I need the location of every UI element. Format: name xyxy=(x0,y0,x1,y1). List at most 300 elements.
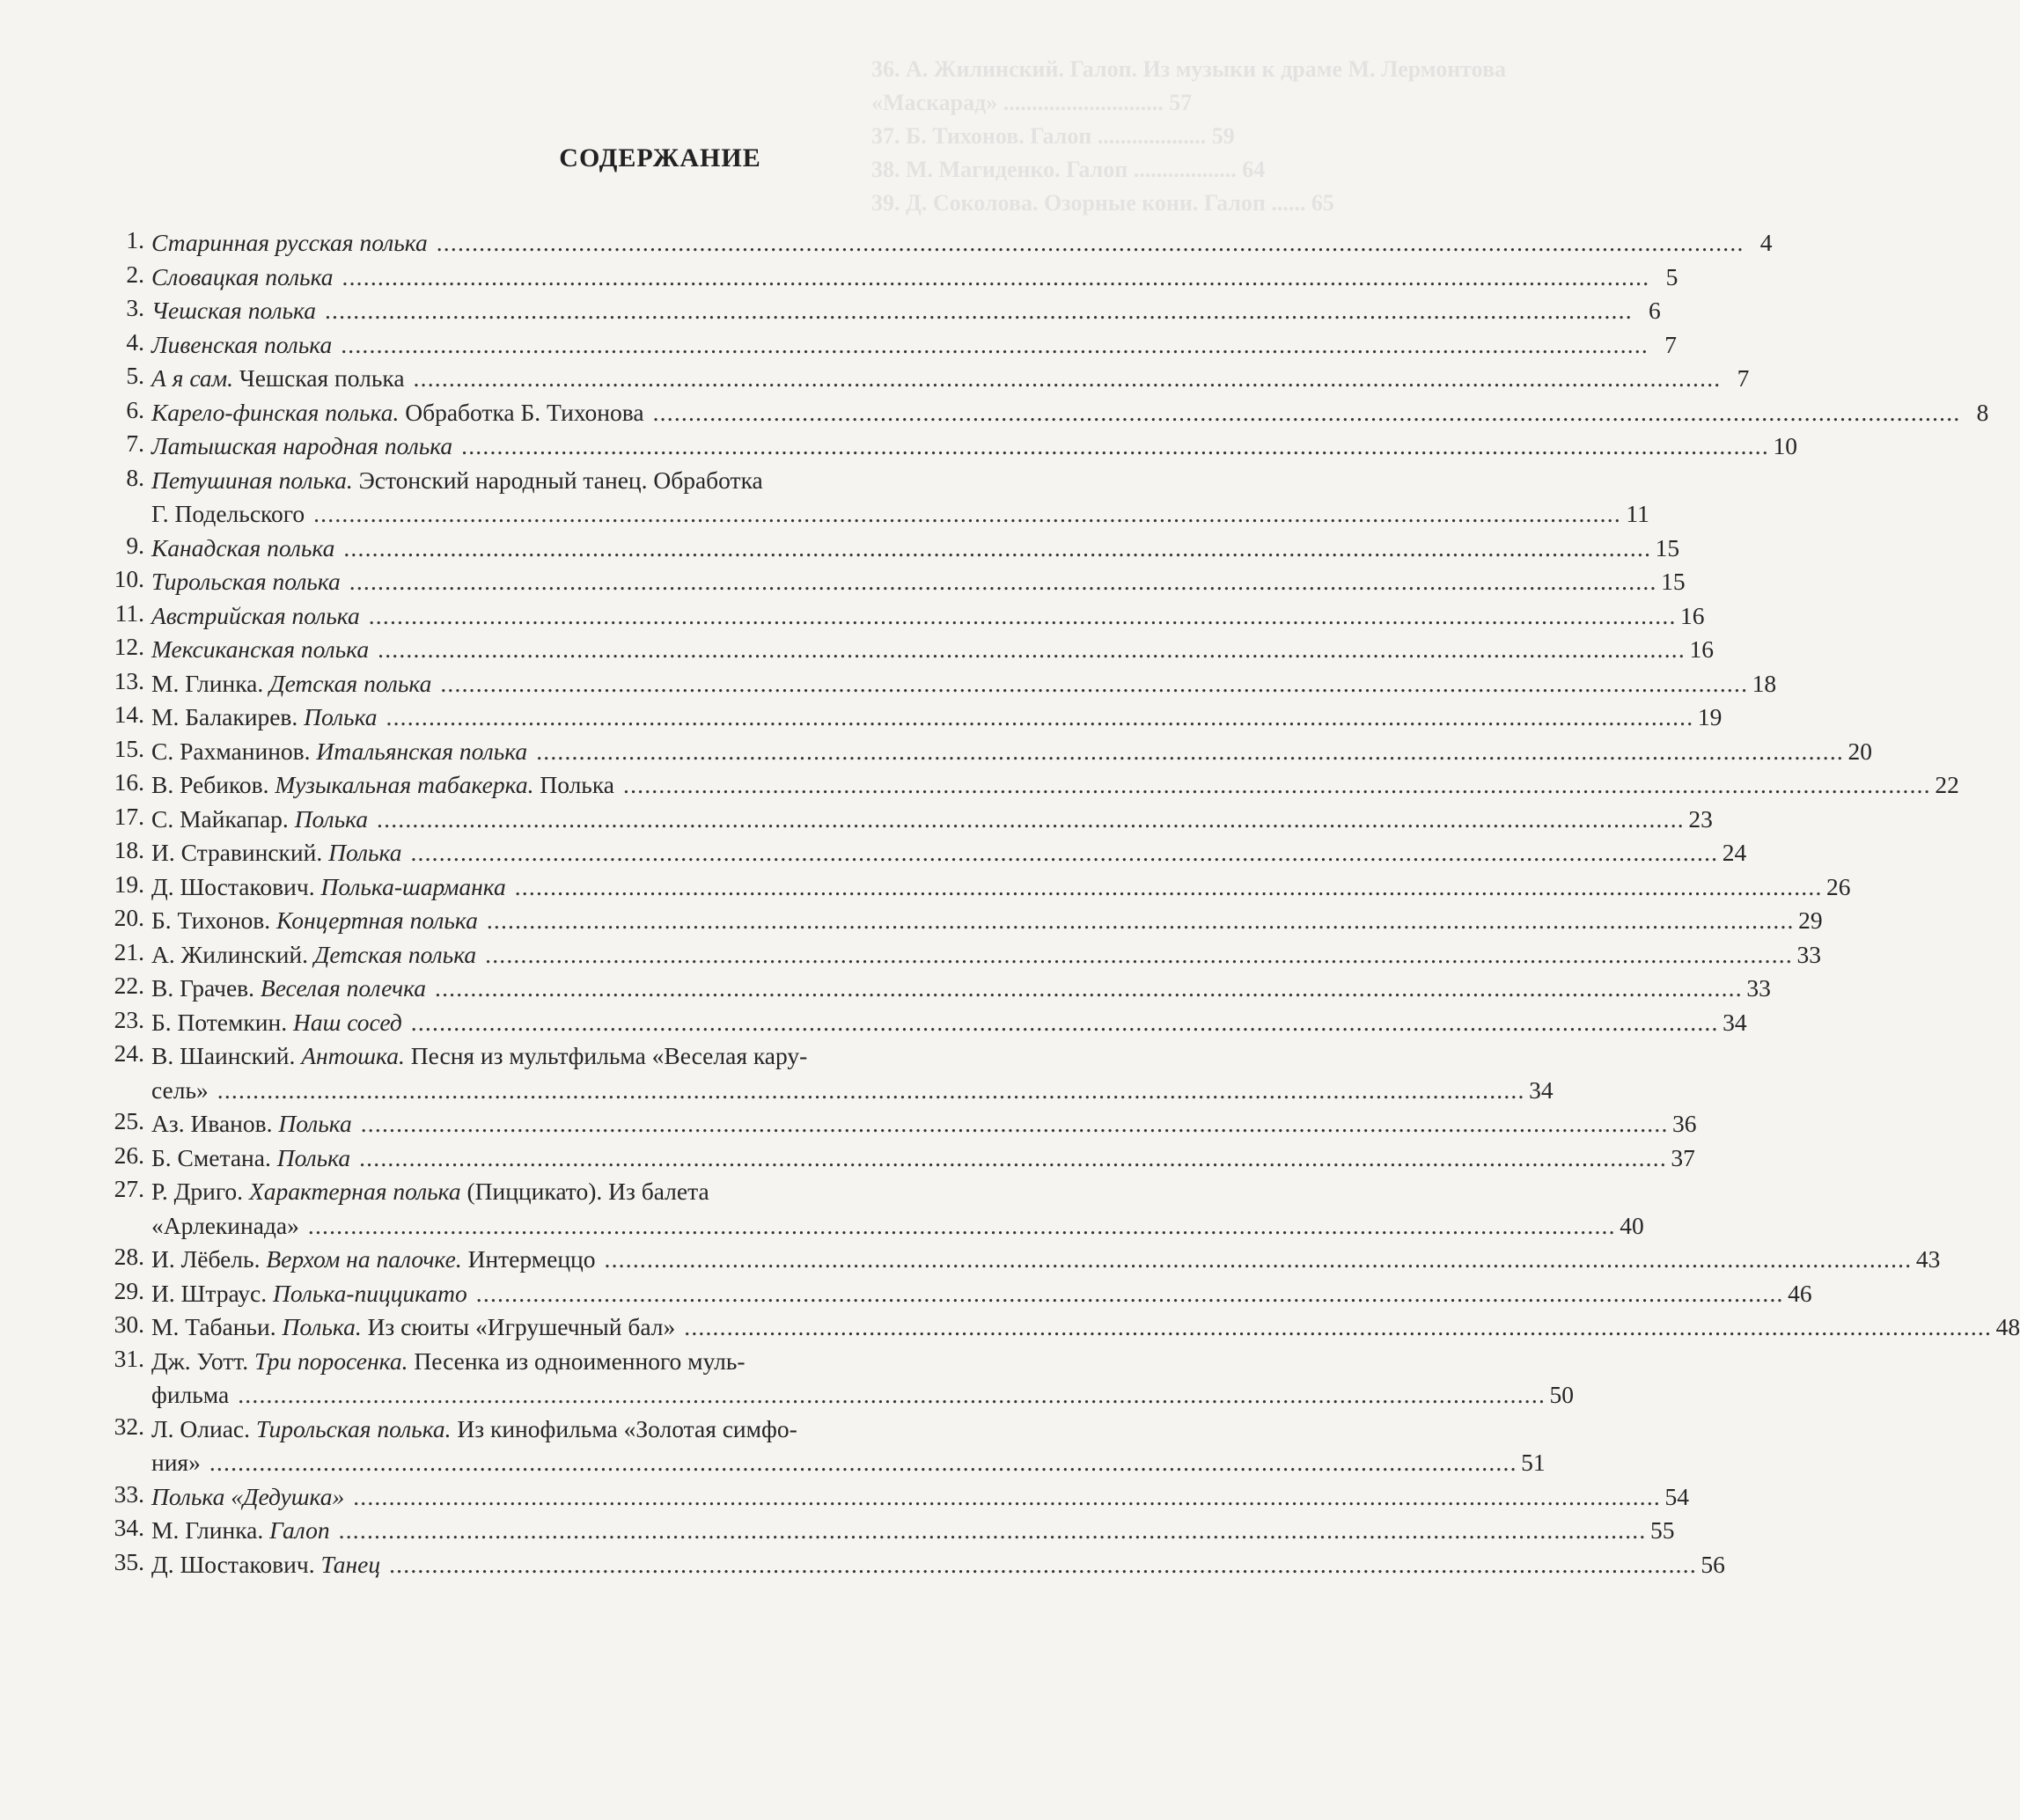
entry-body xyxy=(144,1548,1725,1582)
entry-line xyxy=(151,1039,1010,1074)
page-number: 20 xyxy=(1847,737,1872,765)
entry-title xyxy=(151,1243,596,1277)
entry-title-italic: Три поросенка. xyxy=(253,1347,408,1375)
entry-title-text: С. Рахманинов. xyxy=(151,737,317,765)
entry-body xyxy=(144,1413,1546,1480)
entry-number: 33. xyxy=(114,1479,144,1508)
entry-number: 8. xyxy=(126,463,144,491)
entry-line xyxy=(151,1446,1546,1480)
entry-title xyxy=(151,1074,209,1108)
dot-leader xyxy=(342,261,1650,295)
entry-title xyxy=(151,1514,330,1548)
page-number: 34 xyxy=(1723,1008,1747,1036)
entry-title-italic: Верхом на палочке. xyxy=(266,1245,462,1273)
entry-number: 25. xyxy=(114,1107,144,1134)
entry-number: 13. xyxy=(114,666,144,694)
entry-title-text: А. Жилинский. xyxy=(151,940,314,968)
entry-title-text: М. Глинка. xyxy=(151,669,270,697)
entry-title-italic: Танец xyxy=(320,1550,381,1578)
entry-title xyxy=(151,803,368,837)
dot-leader xyxy=(411,1006,1719,1040)
entry-line xyxy=(151,1175,1010,1209)
entry-title-text: Б. Тихонов. xyxy=(151,906,277,934)
entry-number: 28. xyxy=(114,1243,144,1270)
toc-entry xyxy=(99,802,1713,837)
page-number: 46 xyxy=(1788,1279,1812,1307)
entry-number: 6. xyxy=(126,395,144,423)
entry-title-text: В. Ребиков. xyxy=(151,771,275,798)
toc-entry xyxy=(99,1039,1554,1107)
dot-leader xyxy=(359,1141,1667,1176)
entry-line xyxy=(151,768,1959,803)
entry-title-text: В. Шаинский. xyxy=(151,1042,302,1069)
entry-line xyxy=(151,938,1821,972)
entry-body xyxy=(144,768,1959,803)
entry-number: 16. xyxy=(114,768,144,796)
entry-body xyxy=(144,532,1680,566)
entry-line xyxy=(151,464,1010,498)
dot-leader xyxy=(487,904,1795,938)
entry-number: 14. xyxy=(114,701,144,728)
entry-title xyxy=(151,667,431,701)
entry-number: 5. xyxy=(126,362,144,389)
page-number: 4 xyxy=(1759,229,1773,256)
entry-body xyxy=(144,261,1678,295)
entry-title-italic: Полька. xyxy=(282,1313,362,1340)
page-number: 6 xyxy=(1649,297,1661,324)
entry-body xyxy=(144,633,1714,667)
entry-number: 18. xyxy=(114,836,144,863)
entry-line xyxy=(151,1141,1695,1176)
entry-title-italic: Итальянская полька xyxy=(316,737,528,765)
entry-line xyxy=(151,497,1649,532)
entry-number: 23. xyxy=(114,1005,144,1033)
toc-entry xyxy=(99,395,1989,430)
entry-title-italic: Ливенская полька xyxy=(151,330,333,358)
toc-entry xyxy=(99,1479,1690,1515)
entry-number: 11. xyxy=(114,598,144,627)
entry-line xyxy=(151,362,1750,396)
entry-title xyxy=(151,633,369,667)
entry-title xyxy=(151,565,341,599)
dot-leader xyxy=(209,1446,1517,1480)
dot-leader xyxy=(377,803,1685,837)
toc-entry xyxy=(99,734,1872,769)
entry-title-text: (Пиццикато). Из балета xyxy=(460,1178,709,1205)
entry-line xyxy=(151,735,1872,769)
entry-line xyxy=(151,836,1747,870)
entry-body xyxy=(144,735,1872,769)
entry-body xyxy=(144,1480,1690,1515)
page-number: 56 xyxy=(1700,1550,1725,1578)
entry-title xyxy=(151,735,527,769)
page-number: 16 xyxy=(1689,635,1714,663)
entry-number: 27. xyxy=(114,1175,144,1202)
dot-leader xyxy=(217,1074,1525,1108)
entry-line xyxy=(151,261,1678,295)
entry-title-text: Обработка Б. Тихонова xyxy=(399,398,644,426)
dot-leader xyxy=(369,599,1677,634)
toc-entry xyxy=(99,1175,1644,1243)
show-through-line: 37. Б. Тихонов. Галоп ................... 59 xyxy=(871,123,1235,149)
entry-line xyxy=(151,396,1989,430)
show-through-line: «Маскарад» ............................ 57 xyxy=(871,90,1193,115)
dot-leader xyxy=(536,735,1844,769)
entry-line xyxy=(151,633,1714,667)
entry-number: 22. xyxy=(114,972,144,999)
entry-body xyxy=(144,328,1678,363)
toc-entry xyxy=(99,768,1959,803)
page-number: 18 xyxy=(1752,669,1777,697)
entry-body xyxy=(144,1039,1554,1107)
entry-title xyxy=(151,1310,675,1345)
entry-number: 10. xyxy=(114,565,144,592)
entry-title-italic: Словацкая полька xyxy=(151,262,334,290)
entry-title-italic: Мексиканская полька xyxy=(151,635,370,663)
entry-line xyxy=(151,1514,1675,1548)
entry-title-text: Полька xyxy=(533,771,614,798)
entry-line xyxy=(151,701,1723,735)
entry-body xyxy=(144,667,1777,701)
dot-leader xyxy=(378,633,1686,667)
entry-title-italic: Концертная полька xyxy=(276,906,478,934)
entry-body xyxy=(144,904,1823,938)
entry-number: 4. xyxy=(126,327,144,356)
entry-title-text: Л. Олиас. xyxy=(151,1414,256,1442)
page-number: 22 xyxy=(1935,771,1959,798)
entry-title-italic: Карело-финская полька. xyxy=(151,398,400,426)
entry-title xyxy=(151,396,644,430)
toc-entry xyxy=(99,1243,1941,1277)
entry-title xyxy=(151,938,476,972)
toc-entry xyxy=(99,429,1797,464)
page-title: СОДЕРЖАНИЕ xyxy=(559,143,761,172)
toc-entry xyxy=(99,260,1678,295)
entry-title-italic: Тирольская полька. xyxy=(255,1414,452,1442)
entry-line xyxy=(151,1074,1554,1108)
entry-title-italic: Галоп xyxy=(269,1516,330,1544)
page-number: 36 xyxy=(1672,1110,1697,1137)
entry-title xyxy=(151,701,378,735)
entry-body xyxy=(144,836,1747,870)
entry-title-text: Интермеццо xyxy=(461,1245,596,1273)
entry-title-text: Б. Сметана. xyxy=(151,1143,277,1171)
entry-title-text: Песенка из одноименного муль- xyxy=(408,1347,746,1375)
entry-title xyxy=(151,1446,201,1480)
dot-leader xyxy=(313,497,1621,532)
entry-title-text: И. Лёбель. xyxy=(151,1245,267,1273)
page-number: 7 xyxy=(1664,330,1678,358)
entry-title xyxy=(151,429,452,464)
dot-leader xyxy=(437,226,1745,261)
page-number: 7 xyxy=(1737,364,1750,392)
entry-line xyxy=(151,1413,1010,1447)
entry-line xyxy=(151,1378,1575,1413)
page-number: 8 xyxy=(1976,398,1989,426)
page-number: 55 xyxy=(1649,1516,1675,1544)
entry-title-italic: Канадская полька xyxy=(151,533,335,561)
entry-body xyxy=(144,599,1705,634)
toc-entry xyxy=(99,598,1705,634)
toc-entry xyxy=(99,633,1714,667)
entry-line xyxy=(151,1107,1697,1141)
entry-number: 1. xyxy=(126,226,144,253)
entry-body xyxy=(144,1345,1575,1413)
entry-number: 15. xyxy=(114,734,144,762)
entry-title-italic: Антошка. xyxy=(301,1042,405,1069)
toc-entry xyxy=(99,327,1678,363)
entry-line xyxy=(151,565,1686,599)
entry-title-italic: Петушиная полька. xyxy=(151,466,353,494)
dot-leader xyxy=(349,565,1657,599)
entry-title-text: Г. Подельского xyxy=(151,500,305,527)
page-number: 23 xyxy=(1688,804,1713,833)
entry-body xyxy=(144,1514,1675,1548)
entry-number: 26. xyxy=(114,1141,144,1169)
entry-line xyxy=(151,599,1705,634)
entry-title xyxy=(151,226,428,261)
entry-title-text: И. Штраус. xyxy=(151,1279,273,1307)
entry-title xyxy=(151,294,316,328)
page-number: 33 xyxy=(1796,940,1821,968)
dot-leader xyxy=(476,1277,1784,1311)
entry-title xyxy=(151,1141,350,1176)
entry-number: 17. xyxy=(114,802,144,830)
entry-title-text: Дж. Уотт. xyxy=(151,1347,254,1375)
dot-leader xyxy=(515,870,1823,905)
entry-line xyxy=(151,667,1777,701)
page-number: 15 xyxy=(1661,568,1686,595)
toc-entry xyxy=(99,1276,1812,1311)
toc-entry xyxy=(99,1141,1695,1176)
dot-leader xyxy=(623,768,1931,803)
entry-number: 31. xyxy=(114,1344,144,1372)
dot-leader xyxy=(238,1378,1546,1413)
entry-body xyxy=(144,1277,1812,1311)
entry-title-text: И. Стравинский. xyxy=(151,839,329,866)
page-number: 11 xyxy=(1626,500,1649,527)
entry-line xyxy=(151,1243,1941,1277)
toc-entry xyxy=(99,294,1661,328)
entry-number: 29. xyxy=(114,1276,144,1304)
dot-leader xyxy=(461,429,1769,464)
entry-title xyxy=(151,532,334,566)
page-number: 34 xyxy=(1529,1075,1554,1104)
page-number: 5 xyxy=(1665,262,1678,290)
entry-line xyxy=(151,803,1713,837)
entry-line xyxy=(151,1277,1812,1311)
toc-entry xyxy=(99,1005,1747,1040)
entry-title-italic: Старинная русская полька xyxy=(151,229,428,256)
entry-line xyxy=(151,1310,2020,1345)
entry-body xyxy=(144,396,1989,430)
entry-number: 3. xyxy=(126,294,144,321)
entry-title xyxy=(151,904,478,938)
entry-body xyxy=(144,226,1773,261)
toc-entry xyxy=(99,836,1747,870)
entry-title-italic: Австрийская полька xyxy=(151,601,360,629)
entry-number: 9. xyxy=(126,531,144,559)
toc-entry xyxy=(99,1310,2020,1345)
entry-number: 12. xyxy=(114,633,144,660)
dot-leader xyxy=(341,328,1649,363)
entry-body xyxy=(144,701,1723,735)
entry-title-italic: Детская полька xyxy=(313,940,477,968)
entry-number: 30. xyxy=(114,1310,144,1338)
entry-body xyxy=(144,1175,1644,1243)
entry-body xyxy=(144,972,1771,1006)
toc-entry xyxy=(99,1344,1575,1413)
show-through-text xyxy=(871,53,1506,220)
dot-leader xyxy=(353,1480,1661,1515)
entry-title-italic: Полька xyxy=(294,804,369,833)
entry-line xyxy=(151,1209,1644,1244)
page-number: 10 xyxy=(1773,432,1797,459)
entry-title-text: Песня из мультфильма «Веселая кару- xyxy=(404,1042,808,1069)
show-through-line: 36. А. Жилинский. Галоп. Из музыки к драме М. Лермонтова xyxy=(871,56,1506,82)
entry-title xyxy=(151,261,334,295)
entry-number: 20. xyxy=(114,904,144,931)
dot-leader xyxy=(485,938,1793,972)
dot-leader xyxy=(605,1243,1913,1277)
entry-title-italic: Характерная полька xyxy=(248,1178,461,1205)
entry-title-text: Д. Шостакович. xyxy=(151,872,321,900)
entry-body xyxy=(144,362,1750,396)
entry-title xyxy=(151,870,506,905)
entry-title-text: Б. Потемкин. xyxy=(151,1008,293,1036)
entry-body xyxy=(144,1243,1941,1277)
entry-line xyxy=(151,429,1797,464)
entry-title xyxy=(151,599,360,634)
entry-title xyxy=(151,1006,402,1040)
entry-number: 2. xyxy=(126,260,144,288)
toc-entry xyxy=(99,226,1773,261)
entry-title-italic: Полька xyxy=(328,839,402,866)
toc-entry xyxy=(99,972,1771,1006)
page-number: 33 xyxy=(1746,974,1771,1002)
toc-entry xyxy=(99,531,1680,566)
dot-leader xyxy=(435,972,1743,1006)
dot-leader xyxy=(653,396,1961,430)
entry-title-italic: Тирольская полька xyxy=(151,568,341,595)
entry-title-text: сель» xyxy=(151,1075,209,1104)
entry-title xyxy=(151,1378,229,1413)
page-number: 16 xyxy=(1680,601,1705,629)
entry-body xyxy=(144,1310,2020,1345)
page-number: 24 xyxy=(1722,839,1747,866)
entry-number: 34. xyxy=(114,1514,144,1541)
toc-entry xyxy=(99,666,1777,701)
entry-title-italic: Наш сосед xyxy=(292,1008,402,1036)
entry-title-text: М. Балакирев. xyxy=(151,703,305,730)
dot-leader xyxy=(414,362,1722,396)
entry-title xyxy=(151,1107,352,1141)
entry-title-text: Из кинофильма «Золотая симфо- xyxy=(451,1414,797,1442)
entry-title-text: Д. Шостакович. xyxy=(151,1550,321,1578)
entry-title-text: М. Табаньи. xyxy=(151,1313,283,1340)
page-number: 48 xyxy=(1995,1313,2020,1340)
page-number: 51 xyxy=(1521,1449,1546,1476)
page-number: 54 xyxy=(1664,1482,1690,1510)
entry-title-italic: Полька-пиццикато xyxy=(272,1279,467,1307)
entry-body xyxy=(144,464,1649,532)
entry-body xyxy=(144,1006,1747,1040)
entry-title xyxy=(151,328,332,363)
entry-number: 21. xyxy=(114,937,144,965)
toc-entry xyxy=(99,1107,1697,1141)
table-of-contents xyxy=(99,226,2020,1581)
entry-title-italic: Веселая полечка xyxy=(260,974,427,1002)
entry-number: 24. xyxy=(114,1039,144,1067)
entry-title xyxy=(151,836,401,870)
entry-body xyxy=(144,803,1713,837)
page-number: 50 xyxy=(1549,1381,1575,1408)
entry-title-text: Эстонский народный танец. Обработка xyxy=(352,466,763,494)
entry-title-italic: Полька xyxy=(278,1110,352,1137)
entry-line xyxy=(151,972,1771,1006)
entry-number: 35. xyxy=(114,1547,144,1575)
entry-title-text: фильма xyxy=(151,1381,230,1408)
entry-title-italic: Музыкальная табакерка. xyxy=(275,771,534,798)
entry-body xyxy=(144,938,1821,972)
page-number: 29 xyxy=(1798,906,1823,934)
toc-entry xyxy=(99,904,1823,938)
entry-body xyxy=(144,565,1686,599)
entry-title xyxy=(151,362,405,396)
toc-entry xyxy=(99,701,1723,735)
dot-leader xyxy=(325,294,1633,328)
entry-line xyxy=(151,1345,1010,1379)
entry-title xyxy=(151,972,426,1006)
entry-line xyxy=(151,870,1851,905)
entry-title-text: С. Майкапар. xyxy=(151,804,295,833)
show-through-line: 39. Д. Соколова. Озорные кони. Галоп ...... 65 xyxy=(871,190,1334,216)
entry-line xyxy=(151,328,1678,363)
entry-body xyxy=(144,1107,1697,1141)
entry-body xyxy=(144,870,1851,905)
entry-line xyxy=(151,294,1661,328)
dot-leader xyxy=(410,836,1718,870)
entry-body xyxy=(144,294,1661,328)
page-number: 43 xyxy=(1915,1245,1941,1273)
entry-title-italic: Полька xyxy=(304,703,378,730)
entry-title-text: Р. Дриго. xyxy=(151,1178,249,1205)
entry-number: 7. xyxy=(126,429,144,457)
entry-title-text: ния» xyxy=(151,1449,201,1476)
dot-leader xyxy=(339,1514,1647,1548)
toc-entry xyxy=(99,1547,1725,1582)
toc-entry xyxy=(99,870,1851,905)
entry-line xyxy=(151,1006,1747,1040)
entry-title-text: Аз. Иванов. xyxy=(151,1110,279,1137)
entry-title-italic: Детская полька xyxy=(269,669,432,697)
dot-leader xyxy=(361,1107,1669,1141)
entry-title xyxy=(151,1209,299,1244)
entry-title-text: В. Грачев. xyxy=(151,974,261,1002)
entry-line xyxy=(151,1548,1725,1582)
entry-title-italic: Латышская народная полька xyxy=(151,432,453,459)
entry-title xyxy=(151,1277,467,1311)
entry-number: 19. xyxy=(114,870,144,898)
entry-line xyxy=(151,904,1823,938)
entry-title xyxy=(151,1548,380,1582)
entry-title-italic: Полька-шарманка xyxy=(320,872,506,900)
page-number: 19 xyxy=(1697,703,1723,730)
entry-title-italic: Полька «Дедушка» xyxy=(151,1482,345,1510)
entry-title-text: Чешская полька xyxy=(233,364,405,392)
entry-title-text: Из сюиты «Игрушечный бал» xyxy=(361,1313,676,1340)
dot-leader xyxy=(308,1209,1616,1244)
